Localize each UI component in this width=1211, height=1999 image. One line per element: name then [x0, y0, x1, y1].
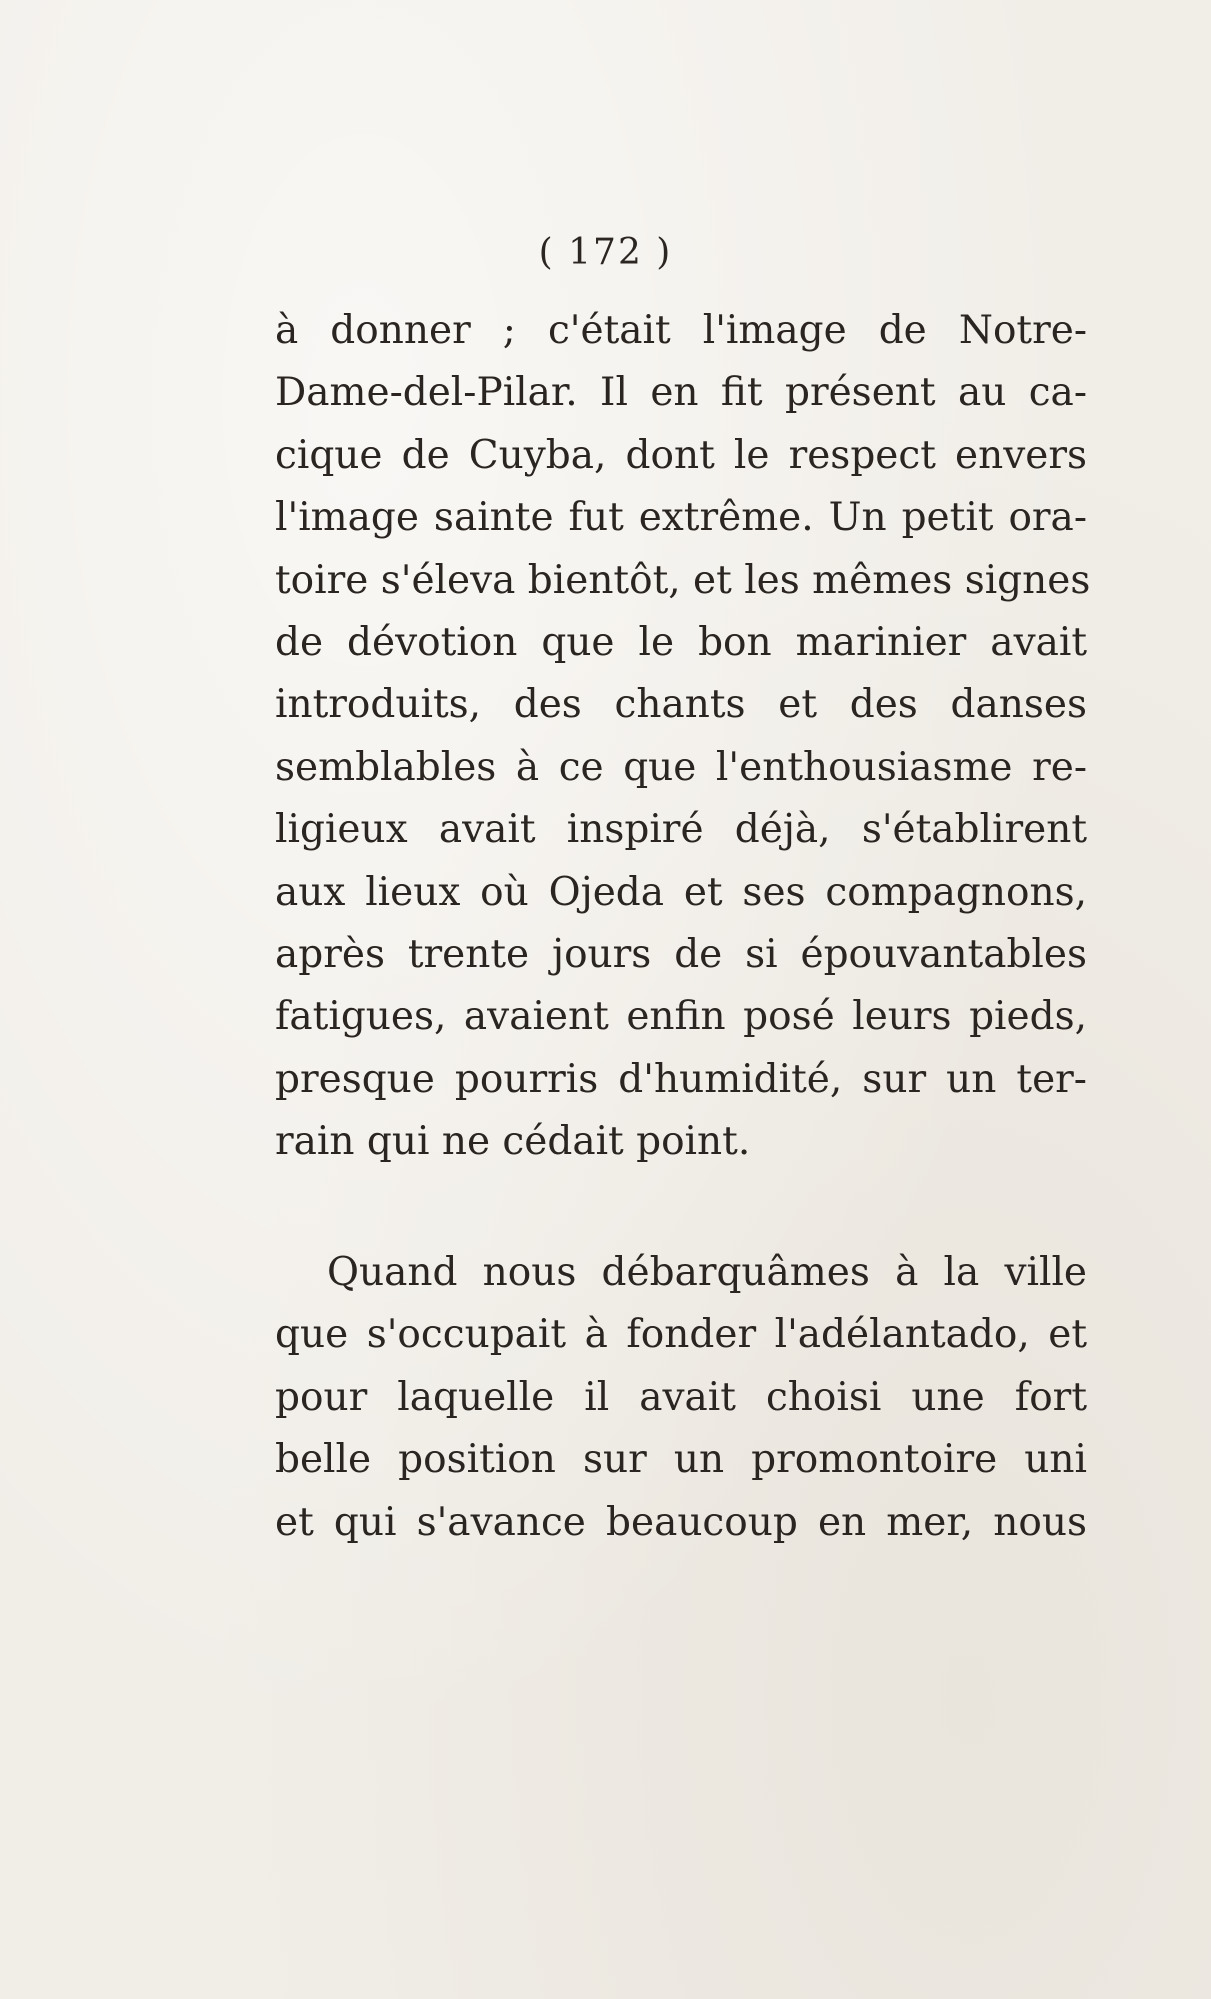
text-line: fatigues, avaient enfin posé leurs pieds,: [275, 994, 1087, 1040]
text-line: Quand nous débarquâmes à la ville: [327, 1250, 1087, 1295]
text-line: rain qui ne cédait point.: [275, 1119, 751, 1165]
text-line: toire s'éleva bientôt, et les mêmes signes: [275, 557, 1091, 603]
text-line: cique de Cuyba, dont le respect envers: [275, 432, 1087, 478]
text-line: ligieux avait inspiré déjà, s'établirent: [275, 807, 1087, 853]
text-line: que s'occupait à fonder l'adélantado, et: [275, 1312, 1087, 1358]
text-line: après trente jours de si épouvantables: [275, 932, 1087, 978]
text-line: Dame-del-Pilar. Il en fit présent au ca-: [275, 370, 1087, 416]
text-line: pour laquelle il avait choisi une fort: [275, 1374, 1087, 1420]
page-number: ( 172 ): [538, 232, 673, 273]
text-line: l'image sainte fut extrême. Un petit ora-: [275, 495, 1087, 541]
text-line: semblables à ce que l'enthousiasme re-: [275, 744, 1087, 790]
text-line: à donner ; c'était l'image de Notre-: [275, 308, 1087, 353]
text-line: presque pourris d'humidité, sur un ter-: [275, 1056, 1087, 1102]
paragraph-1: [275, 300, 1091, 1174]
text-line: belle position sur un promontoire uni: [275, 1437, 1087, 1483]
text-line: introduits, des chants et des danses: [275, 682, 1087, 728]
text-line: et qui s'avance beaucoup en mer, nous: [275, 1499, 1087, 1545]
paragraph-2: [275, 1242, 1087, 1554]
text-line: aux lieux où Ojeda et ses compagnons,: [275, 869, 1087, 915]
text-line: de dévotion que le bon marinier avait: [275, 620, 1087, 666]
